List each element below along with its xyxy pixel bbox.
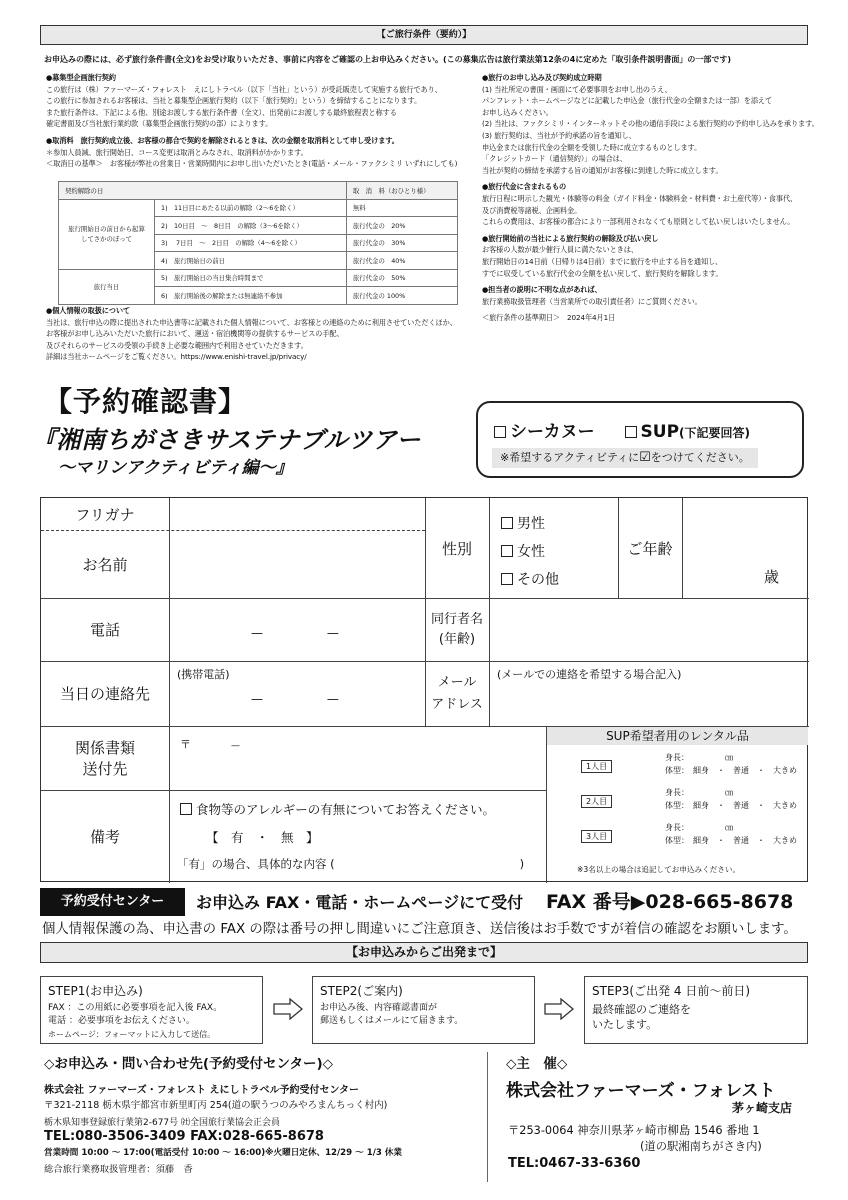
contact-phone-fax [44,1129,324,1144]
condition-line: すでに収受している旅行代金の全額を払い戻して、旅行契約を解除します。 [482,268,723,278]
label-companion-line1: 同行者名 [430,611,483,627]
label-docs-line2: 送付先 [82,760,128,778]
condition-line: ＜取消日の基準＞ お客様が弊社の営業日・営業時間内にお申し出いただいたとき(電話・メール・ファクシミリ いずれにしても) [46,159,458,169]
condition-line: 確定書面及び当社旅行業約款（募集型企画旅行契約の部）によります。 [46,119,273,129]
cancel-row-fee: 無料 [346,199,457,217]
organizer-company: 株式会社ファーマーズ・フォレスト [506,1081,776,1101]
organizer-address-sub: (道の駅湘南ちがさき内) [640,1140,762,1153]
gender-female-label: 女性 [517,544,545,560]
condition-line: 当社が契約の締結を承諾する旨の通知がお客様に到達した時に成立します。 [482,165,723,175]
mobile-label: (携帯電話) [177,668,230,681]
fax-notice: 個人情報保護の為、申込書の FAX の際は番号の押し間違いにご注意頂き、送信後はお手数ですが着信の確認をお願いします。 [42,922,797,937]
mobile-dash-2: — [326,692,339,706]
rental-person-row [547,785,808,820]
fax-number-line [546,887,793,914]
rental-person-row [547,820,808,855]
checkmark-icon: ☑ [639,450,651,465]
allergy-detail-open: 「有」の場合、具体的な内容 ( [177,857,335,871]
contact-hours: 営業時間 10:00 ～ 17:00(電話受付 10:00 ～ 16:00)※火曜日定休、12/29 ～ 1/3 休業 [44,1148,402,1158]
rental-height-label: 身長： [665,788,689,797]
step-3-line: いたします。 [592,1018,658,1031]
rental-height-label: 身長： [665,753,689,762]
label-furigana: フリガナ [75,505,135,524]
step-1-title: STEP1(お申込み) [48,984,143,998]
activity-note [492,448,758,468]
label-mail-line1: メール [437,674,477,690]
label-docs [41,726,169,790]
activity-note-text: ※希望するアクティビティに [500,451,640,464]
mail-note: (メールでの連絡を希望する場合記入) [497,668,682,681]
allergy-options[interactable]: 【 有 ・ 無 】 [206,830,319,845]
condition-line: 「クレジットカード（通信契約）」の場合は、 [482,154,627,164]
label-mail-line2: アドレス [431,696,483,712]
allergy-question [180,800,495,818]
mobile-dash-1: — [251,692,263,706]
arrow-right-icon [273,998,303,1020]
contact-fax: FAX:028-665-8678 [190,1129,324,1144]
cancel-row-fee: 旅行代金の 20% [346,217,457,235]
fax-number: 028-665-8678 [645,891,794,913]
rental-title: SUP希望者用のレンタル品 [547,727,808,745]
label-age: ご年齢 [627,539,673,558]
condition-line: 当社は、旅行申込の際に提出された申込書等に記載された個人情報について、お客様との連絡のために利用させていただくほか、 [46,317,457,327]
rental-person-label: 3人目 [581,830,612,843]
condition-line: ●旅行開始前の当社による旅行契約の解除及び払い戻し [482,233,659,243]
rental-body-options[interactable]: 体型： 細身 ・ 普通 ・ 大きめ [665,836,797,845]
cancel-row-fee: 旅行代金の 50% [346,269,457,287]
allergy-checkbox[interactable] [180,803,192,815]
condition-line: 及びそれらのサービスの受領の手続き上必要な範囲内で利用させていただきます。 [46,340,308,350]
center-label: 予約受付センター [40,888,185,916]
phone-dash-2: — [326,626,339,640]
label-gender: 性別 [441,539,472,558]
contact-heading: ◇お申込み・問い合わせ先(予約受付センター)◇ [44,1056,334,1072]
condition-line: パンフレット・ホームページなどに記載した申込金（旅行代金の全額または一部）を添えて [482,96,773,106]
cancel-row-when: 6) 旅行開始後の解除または無連絡不参加 [155,287,347,305]
allergy-detail[interactable] [177,856,524,872]
organizer-address: 〒253-0064 神奈川県茅ヶ崎市柳島 1546 番地 1 [508,1124,760,1137]
phone-dash-1: — [251,626,263,640]
postal-dash: — [231,741,240,751]
activity-sup-note: (下記要回答) [679,426,751,440]
condition-line: (1) 当社所定の書面・画面にて必要事項をお申し出のうえ、 [482,84,672,94]
step-1-line: FAX ：この用紙に必要事項を記入後 FAX。 [48,1003,223,1013]
checkbox-sea-canoe[interactable] [494,426,506,438]
cancel-group-day: 旅行当日 [59,269,155,304]
conditions-right-column [482,72,819,324]
fax-label: FAX 番号 [546,891,631,913]
page-title: 【予約確認書】 [44,385,248,418]
contact-manager: 総合旅行業務取扱管理者：須藤 香 [44,1164,193,1175]
allergy-detail-close: ) [519,857,525,871]
condition-line: ●旅行代金に含まれるもの [482,182,567,192]
postal-mark: 〒 [180,738,191,751]
contact-company: 株式会社 ファーマーズ・フォレスト えにしトラベル予約受付センター [44,1085,360,1096]
condition-line: この旅行に参加されるお客様は、当社と募集型企画旅行契約（以下「旅行契約」という）を締結することになります。 [46,96,422,106]
companion-input[interactable] [490,599,808,661]
condition-line: この旅行は（株）ファーマーズ・フォレスト えにしトラベル（以下「当社」という）が受託販売して実施する旅行であり、 [46,84,442,94]
rental-height-label: 身長： [665,823,689,832]
cancel-row-fee: 旅行代金の 100% [346,287,457,305]
label-companion [425,598,489,661]
furigana-input[interactable] [170,499,424,529]
step-3 [584,976,808,1044]
condition-line: (3) 旅行契約は、当社が予約承諾の旨を通知し、 [482,130,636,140]
privacy-section [46,305,457,363]
cancel-row-fee: 旅行代金の 30% [346,234,457,252]
checkbox-sup[interactable] [625,426,637,438]
condition-line: ●募集型企画旅行契約 [46,73,116,82]
triangle-right-icon: ▶ [630,891,646,913]
gender-female[interactable] [501,538,559,566]
phone-input[interactable] [251,626,339,640]
condition-line: 旅行開始日の14日前（日帰りは4日前）までに旅行を中止する旨を通知し、 [482,256,723,266]
cancel-row-when: 2) 10日目 ～ 8日目 の解除（3～6を除く） [155,217,347,235]
activity-note-text-end: をつけてください。 [650,451,750,464]
condition-line: また旅行条件は、下記による他、別途お渡しする旅行条件書（全文）、出発前にお渡しする最終旅程表と称する [46,107,397,117]
condition-line: お客様の人数が最少催行人員に満たないときは、 [482,245,638,255]
condition-line: ●個人情報の取扱について [46,306,130,315]
tour-title: 『湘南ちがさきサステナブルツアー [32,426,421,454]
condition-line: (2) 当社は、ファクシミリ・インターネットその他の通信手段による旅行契約の予約申し込みを承ります。 [482,119,819,129]
arrow-right-icon [544,998,574,1020]
cancel-col-fee: 取 消 料（おひとり様） [346,182,457,200]
mobile-input[interactable] [251,692,339,706]
gender-male[interactable] [501,510,559,538]
label-mail [425,661,489,726]
label-phone: 電話 [89,621,120,639]
contact-registration: 栃木県知事登録旅行業第2-677号 ㈳全国旅行業協会正会員 [44,1118,281,1128]
condition-line: ＊参加人員減、旅行開始日、コース変更は取消とみなされ、取消料がかかります。 [46,147,308,157]
rental-body-options[interactable]: 体型： 細身 ・ 普通 ・ 大きめ [665,801,797,810]
steps-header: 【お申込みからご出発まで】 [40,942,808,963]
rental-height-unit: ㎝ [725,753,733,762]
tour-subtitle: ～マリンアクティビティ編～』 [58,458,293,478]
condition-line: 旅行業務取扱管理者（当営業所での取引責任者）にご質問ください。 [482,296,702,306]
step-1-desc [48,1002,255,1041]
step-1-line: ホームページ：フォーマットに入力して送信。 [48,1030,216,1039]
condition-line: ＜旅行条件の基準期日＞ 2024年4月1日 [482,313,616,323]
rental-person-row [547,750,808,785]
name-input[interactable] [170,531,424,597]
rental-height-unit: ㎝ [725,823,733,832]
rental-rows [547,750,808,855]
divider [487,1052,488,1182]
organizer-branch: 茅ヶ崎支店 [732,1101,793,1115]
label-companion-line2: (年齢) [438,631,476,647]
step-2-title: STEP2(ご案内) [320,984,403,998]
condition-line: 詳細は当社ホームページをご覧ください。https://www.enishi-travel.jp/privacy/ [46,352,307,362]
age-unit: 歳 [764,568,780,586]
activity-selection-box [476,401,804,478]
rental-height-unit: ㎝ [725,788,733,797]
center-text: お申込み FAX・電話・ホームページにて受付 [196,893,524,912]
step-2-line: お申込み後、内容確認書面が [320,1003,438,1013]
step-1 [40,976,263,1044]
organizer-tel[interactable]: TEL:0467-33-6360 [508,1156,641,1171]
cancel-row-when: 4) 旅行開始日の前日 [155,252,347,270]
step-2 [312,976,535,1044]
condition-line: ●担当者の説明に不明な点があれば、 [482,285,602,295]
activity-sea-canoe: シーカヌー [510,422,595,442]
contact-tel[interactable]: TEL:080-3506-3409 [44,1129,186,1144]
cancel-row-when: 5) 旅行開始日の当日集合時間まで [155,269,347,287]
cancel-row-when: 1) 11日目にあたる以前の解除（2～6を除く） [155,199,347,217]
contact-address: 〒321-2118 栃木県宇都宮市新里町丙 254(道の駅うつのみやろまんちっく村内) [44,1100,388,1111]
cancel-group-before: 旅行開始日の前日から起算してさかのぼって [59,199,155,269]
gender-other[interactable] [501,566,559,594]
cancel-row-fee: 旅行代金の 40% [346,252,457,270]
condition-line: 申込金または旅行代金の全額を受領した時に成立するものとします。 [482,142,702,152]
rental-note: ※3名以上の場合は追記してお申込みください。 [577,865,741,874]
step-3-title: STEP3(ご出発 4 日前～前日) [592,984,751,998]
cancellation-table [58,181,458,305]
cancel-row-when: 3) 7日目 ～ 2日目 の解除（4～6を除く） [155,234,347,252]
condition-line: お申し込みください。 [482,107,553,117]
label-docs-line1: 関係書類 [74,739,135,757]
condition-line: ●旅行のお申し込み及び契約成立時期 [482,73,602,82]
label-day-contact: 当日の連絡先 [59,685,150,703]
rental-body-options[interactable]: 体型： 細身 ・ 普通 ・ 大きめ [665,766,797,775]
postal-input[interactable] [180,736,240,752]
condition-line: 及び消費税等諸税、企画料金。 [482,205,582,215]
step-3-desc [592,1002,800,1032]
conditions-header: 【ご旅行条件（要約）】 [40,25,808,45]
step-3-line: 最終確認のご連絡を [592,1003,691,1016]
conditions-intro: お申込みの際には、必ず旅行条件書(全文)をお受け取りいただき、事前に内容をご確認の上お申込みください。(この募集広告は旅行業法第12条の4に定めた「取引条件説明書面」の一部です) [44,55,731,64]
step-1-line: 電話 ：必要事項をお伝えください。 [48,1016,195,1026]
gender-other-label: その他 [517,572,559,588]
condition-line: ●取消料 旅行契約成立後、お客様の都合で契約を解除されるときは、次の金額を取消料として申し受けます。 [46,135,399,145]
gender-options [501,510,559,594]
organizer-heading: ◇主 催◇ [506,1056,568,1072]
label-remarks: 備考 [89,828,120,846]
rental-person-label: 2人目 [581,795,612,808]
condition-line: お客様がお申し込みいただいた旅行において、運送・宿泊機関等の提供するサービスの手配、 [46,329,344,339]
allergy-question-text: 食物等のアレルギーの有無についてお答えください。 [196,802,495,817]
step-2-desc [320,1002,527,1028]
rental-person-label: 1人目 [581,760,612,773]
step-2-line: 郵送もしくはメールにて届きます。 [320,1016,464,1026]
condition-line: 旅行日程に明示した観光・体験等の料金（ガイド料金・体験料金・材料費・お土産代等）・食事代、 [482,193,798,203]
cancel-col-when: 契約解除の日 [59,182,347,200]
gender-male-label: 男性 [517,516,545,532]
conditions-left-column [46,72,457,170]
reservation-form [40,497,808,882]
condition-line: これらの費用は、お客様の都合により一部利用されなくても原則として払い戻しはいたしません。 [482,217,795,227]
activity-sup: SUP [640,422,680,442]
label-name: お名前 [82,555,128,574]
mail-input[interactable] [490,683,808,725]
